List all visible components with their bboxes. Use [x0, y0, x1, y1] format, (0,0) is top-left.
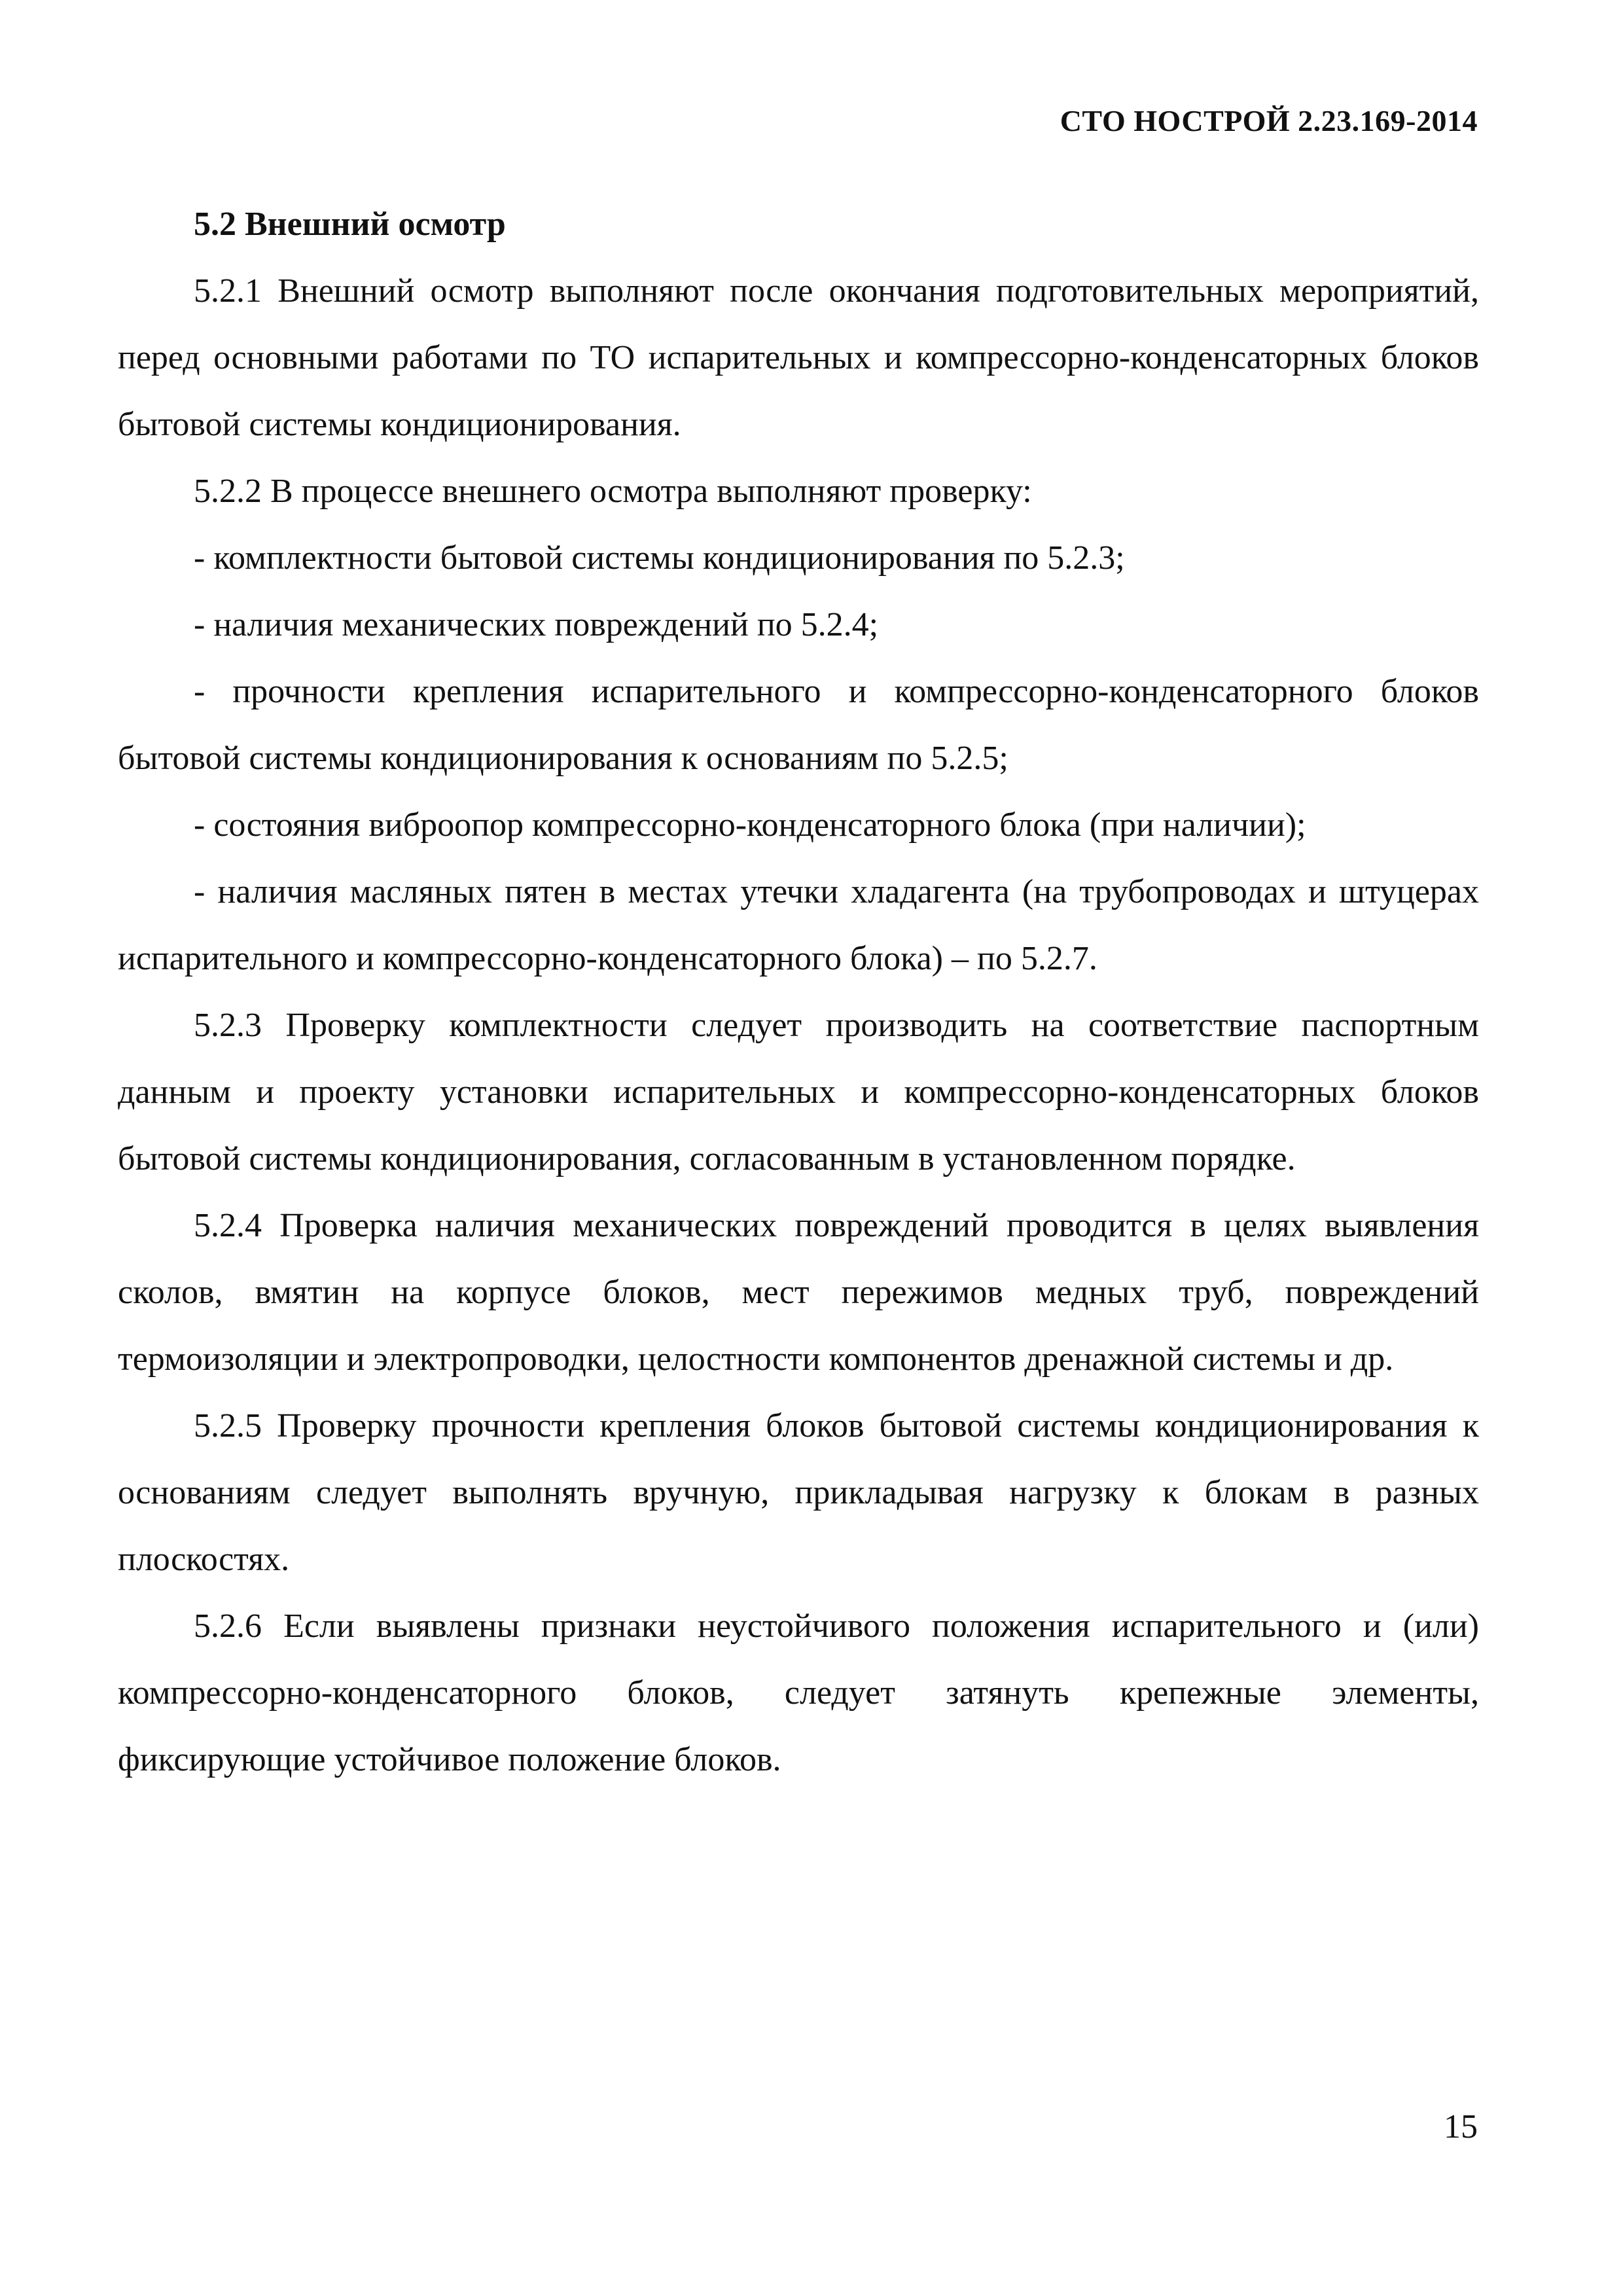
- list-item-mounting-strength: - прочности крепления испарительного и компрессорно-конденсаторного блоков бытовой системы кондиционирования к основаниям по 5.2.5;: [118, 673, 1479, 777]
- paragraph-5-2-4: 5.2.4 Проверка наличия механических повреждений проводится в целях выявления сколов, вмятин на корпусе блоков, мест пережимов медных труб, повреждений термоизоляции и электропроводки, целостности компонентов дренажной системы и др.: [118, 1207, 1479, 1378]
- document-code-header: СТО НОСТРОЙ 2.23.169-2014: [1060, 104, 1478, 137]
- paragraph-5-2-6: 5.2.6 Если выявлены признаки неустойчивого положения испарительного и (или) компрессорно-конденсаторного блоков, следует затянуть крепежные элементы, фиксирующие устойчивое положение блоков.: [118, 1607, 1479, 1778]
- page-number: 15: [1444, 2108, 1478, 2145]
- list-item-vibration-mounts: - состояния виброопор компрессорно-конденсаторного блока (при наличии);: [194, 806, 1306, 844]
- list-item-oil-stains: - наличия масляных пятен в местах утечки хладагента (на трубопроводах и штуцерах испарительного и компрессорно-конденсаторного блока) – по 5.2.7.: [118, 873, 1479, 977]
- page-body: [118, 191, 1479, 1793]
- section-title: 5.2 Внешний осмотр: [194, 206, 506, 243]
- paragraph-5-2-1: 5.2.1 Внешний осмотр выполняют после окончания подготовительных мероприятий, перед основными работами по ТО испарительных и компрессорно-конденсаторных блоков бытовой системы кондиционирования.: [118, 272, 1479, 443]
- list-item-completeness: - комплектности бытовой системы кондиционирования по 5.2.3;: [194, 539, 1125, 577]
- paragraph-5-2-2: 5.2.2 В процессе внешнего осмотра выполняют проверку:: [194, 473, 1032, 510]
- paragraph-5-2-5: 5.2.5 Проверку прочности крепления блоков бытовой системы кондиционирования к основаниям следует выполнять вручную, прикладывая нагрузку к блокам в разных плоскостях.: [118, 1407, 1479, 1578]
- paragraph-5-2-3: 5.2.3 Проверку комплектности следует производить на соответствие паспортным данным и проекту установки испарительных и компрессорно-конденсаторных блоков бытовой системы кондиционирования, согласованным в установленном порядке.: [118, 1007, 1479, 1177]
- list-item-mechanical-damage: - наличия механических повреждений по 5.2.4;: [194, 606, 879, 643]
